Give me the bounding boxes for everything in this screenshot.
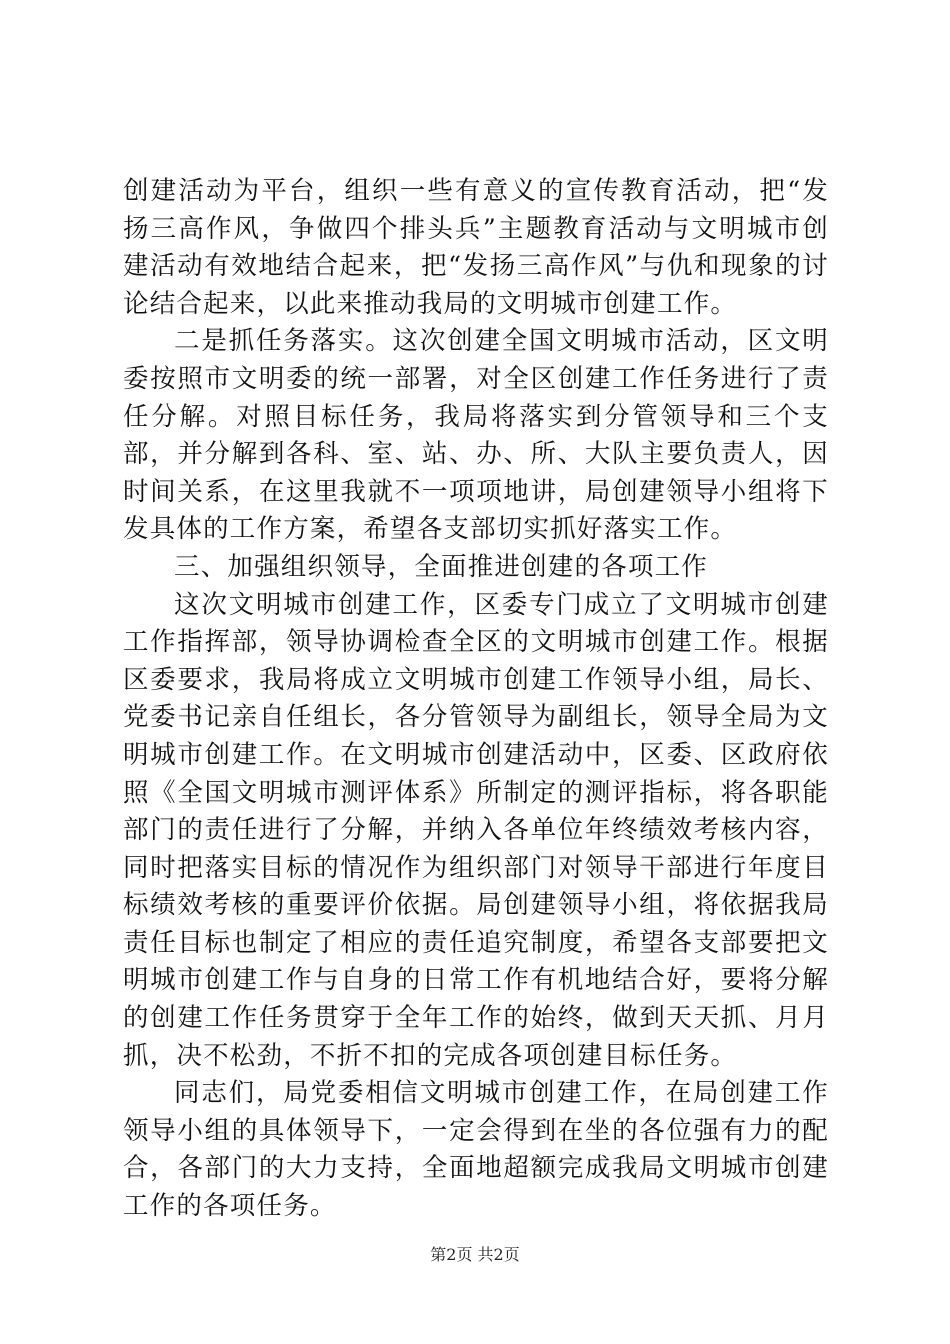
page-number-footer: 第2页 共2页 (430, 1245, 520, 1264)
paragraph-2: 二是抓任务落实。这次创建全国文明城市活动，区文明委按照市文明委的统一部署，对全区创建工作任务进行了责任分解。对照目标任务，我局将落实到分管领导和三个支部，并分解到各科、室、站、办、所、大队主要负责人，因时间关系，在这里我就不一项项地讲，局创建领导小组将下发具体的工作方案，希望各支部切实抓好落实工作。 (123, 326, 829, 545)
paragraph-3: 这次文明城市创建工作，区委专门成立了文明城市创建工作指挥部，领导协调检查全区的文明城市创建工作。根据区委要求，我局将成立文明城市创建工作领导小组，局长、党委书记亲自任组长，各分管领导为副组长，领导全局为文明城市创建工作。在文明城市创建活动中，区委、区政府依照《全国文明城市测评体系》所制定的测评指标，将各职能部门的责任进行了分解，并纳入各单位年终绩效考核内容，同时把落实目标的情况作为组织部门对领导干部进行年度目标绩效考核的重要评价依据。局创建领导小组，将依据我局责任目标也制定了相应的责任追究制度，希望各支部要把文明城市创建工作与自身的日常工作有机地结合好，要将分解的创建工作任务贯穿于全年工作的始终，做到天天抓、月月抓，决不松劲，不折不扣的完成各项创建目标任务。 (123, 589, 829, 1071)
section-heading: 三、加强组织领导，全面推进创建的各项工作 (174, 551, 709, 582)
paragraph-4: 同志们，局党委相信文明城市创建工作，在局创建工作领导小组的具体领导下，一定会得到在坐的各位强有力的配合，各部门的大力支持，全面地超额完成我局文明城市创建工作的各项任务。 (123, 1078, 829, 1222)
paragraph-1: 创建活动为平台，组织一些有意义的宣传教育活动，把“发扬三高作风，争做四个排头兵”主题教育活动与文明城市创建活动有效地结合起来，把“发扬三高作风”与仇和现象的讨论结合起来，以此来推动我局的文明城市创建工作。 (123, 176, 829, 319)
document-body (123, 173, 829, 1226)
